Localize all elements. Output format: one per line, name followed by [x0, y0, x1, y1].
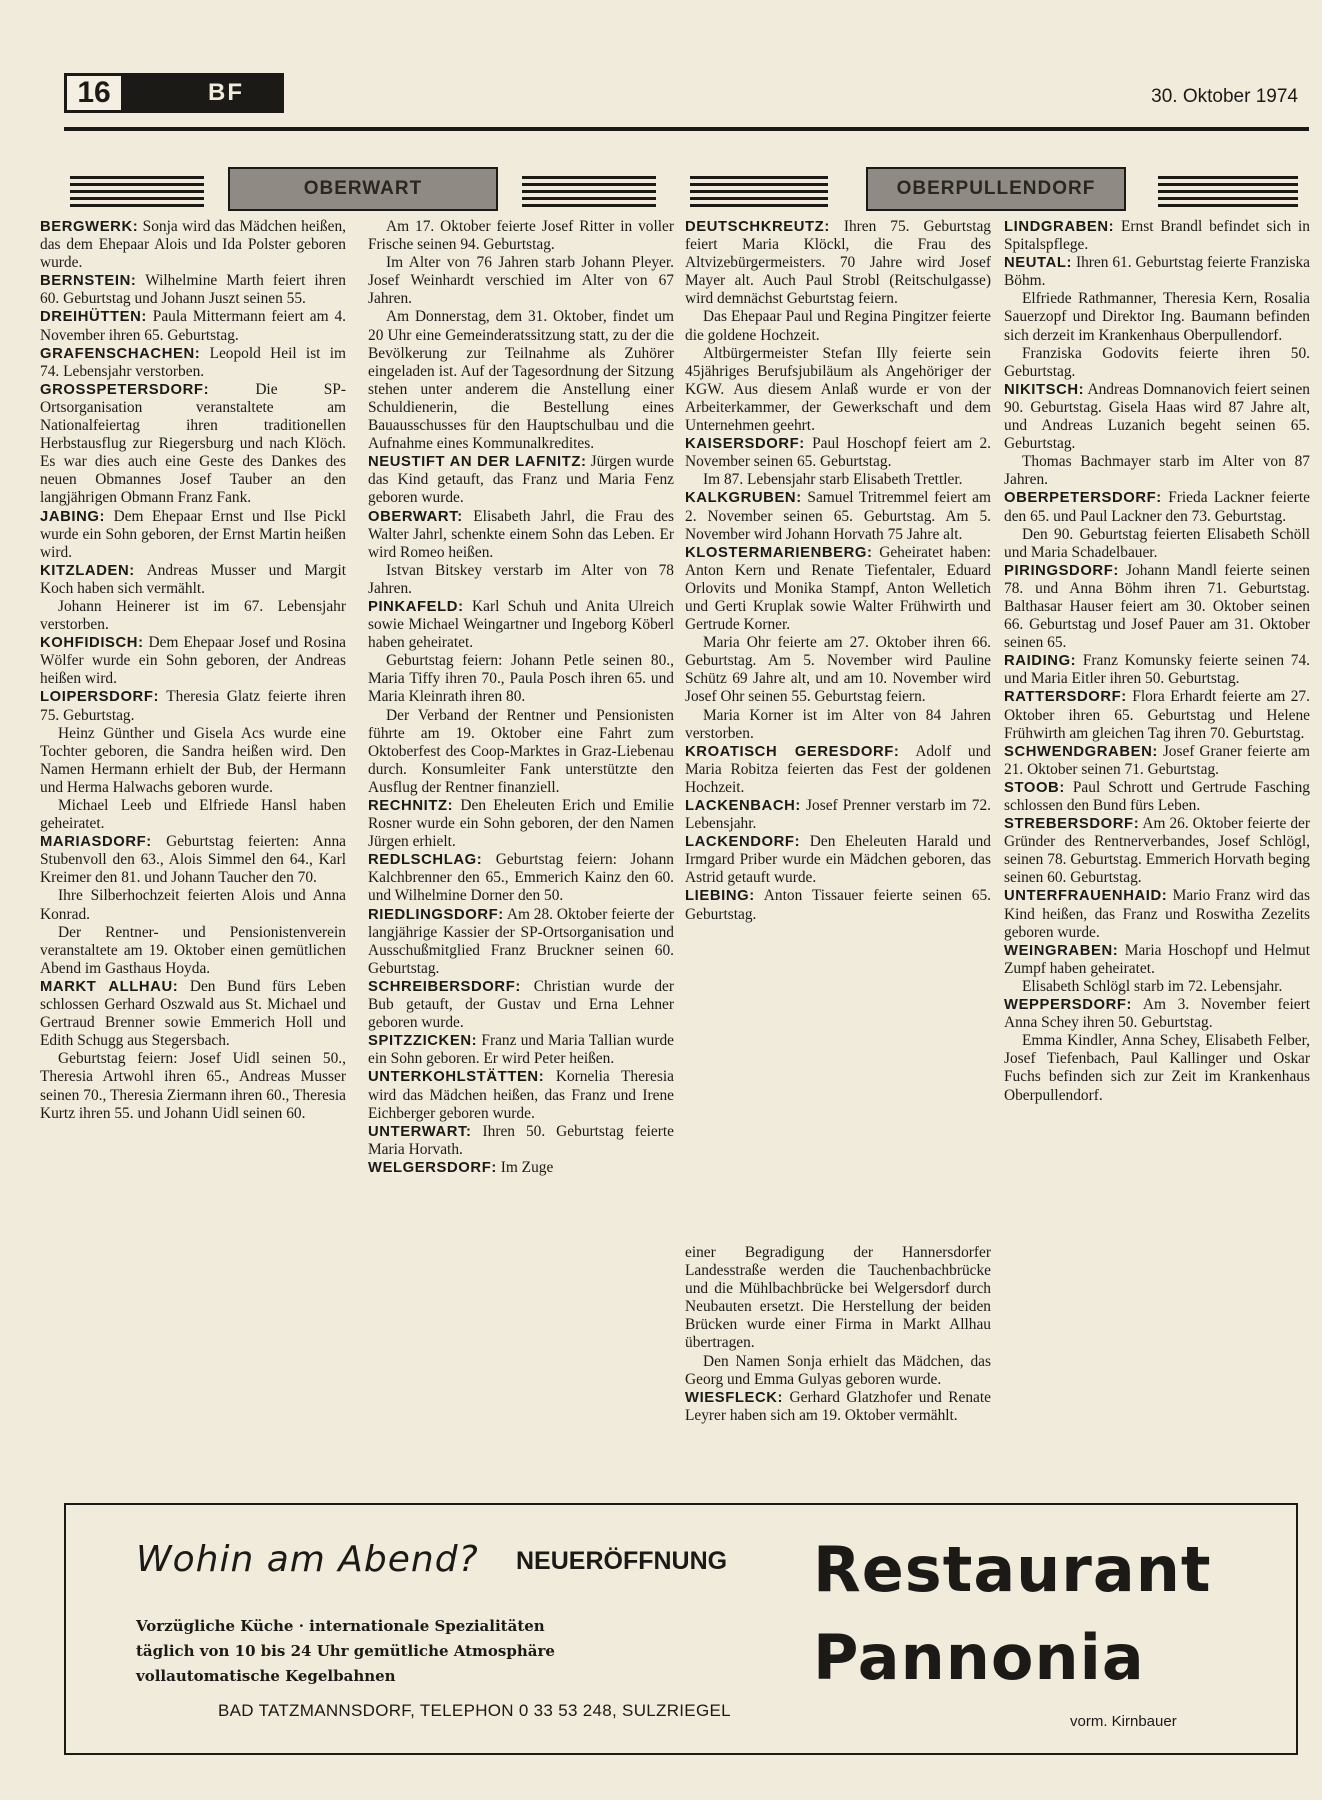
- news-text: Michael Leeb und Elfriede Hansl haben geheiratet.: [40, 797, 346, 833]
- news-text: Geheiratet haben: Anton Kern und Renate Tiefentaler, Eduard Orlovits und Monika Stampf, Anton Welletich und Gerti Kruplak sowie Walter Frühwirth und Gertrude Korner.: [685, 543, 991, 634]
- place-name: KITZLADEN:: [40, 562, 135, 579]
- news-text: Den Eheleuten Harald und Irmgard Priber wurde ein Mädchen geboren, das Astrid getauft wurde.: [685, 833, 991, 887]
- news-text: Den Namen Sonja erhielt das Mädchen, das Georg und Emma Gulyas geboren wurde.: [685, 1352, 991, 1388]
- banner-stripes: [70, 176, 204, 208]
- news-item: [685, 308, 991, 344]
- news-item: [368, 218, 674, 254]
- news-text: Flora Erhardt feierte am 27. Oktober ihren 65. Geburtstag und Helene Frühwirth am gleichen Tag ihren 70. Geburtstag.: [1004, 688, 1310, 742]
- news-text: Johann Heinerer ist im 67. Lebensjahr verstorben.: [40, 597, 346, 634]
- news-item: [40, 833, 346, 887]
- place-name: LINDGRABEN:: [1004, 219, 1115, 235]
- news-text: Heinz Günther und Gisela Acs wurde eine Tochter geboren, die Sandra heißen wird. Den Namen Hermann erhielt der Bub, der Hermann und Herma Halwachs geboren wurde.: [40, 724, 346, 796]
- place-name: KAISERSDORF:: [685, 436, 805, 453]
- place-name: BERNSTEIN:: [40, 273, 137, 290]
- news-item: [1004, 652, 1310, 688]
- place-name: OBERWART:: [368, 508, 463, 525]
- news-item: [1004, 381, 1310, 453]
- place-name: RAIDING:: [1004, 653, 1077, 670]
- place-name: DREIHÜTTEN:: [40, 309, 147, 326]
- header-rule: [64, 127, 1309, 131]
- news-text: Maria Korner ist im Alter von 84 Jahren verstorben.: [685, 706, 991, 742]
- news-text: Christian wurde der Bub getauft, der Gustav und Erna Lehner geboren wurde.: [368, 977, 674, 1032]
- issue-date: 30. Oktober 1974: [1151, 86, 1298, 107]
- news-text: Franz und Maria Tallian wurde ein Sohn geboren. Er wird Peter heißen.: [368, 1032, 674, 1068]
- article-column-3-continuation: [685, 1244, 991, 1425]
- news-text: Ihren 61. Geburtstag feierte Franziska Böhm.: [1004, 254, 1310, 290]
- news-text: Dem Ehepaar Josef und Rosina Wölfer wurde ein Sohn geboren, der Andreas heißen wird.: [40, 634, 346, 688]
- news-text: Paula Mittermann feiert am 4. November ihren 65. Geburtstag.: [40, 308, 346, 344]
- news-item: [368, 598, 674, 652]
- place-name: KROATISCH GERESDORF:: [685, 743, 900, 760]
- place-name: KLOSTERMARIENBERG:: [685, 544, 873, 561]
- news-item: [40, 508, 346, 562]
- news-text: Dem Ehepaar Ernst und Ilse Pickl wurde ein Sohn geboren, der Ernst Martin heißen wird.: [40, 507, 346, 561]
- news-text: Samuel Tritremmel feiert am 2. November seinen 65. Geburtstag. Am 5. November wird Johann Horvath 75 Jahre alt.: [685, 489, 991, 543]
- news-text: Am 3. November feiert Anna Schey ihren 50. Geburtstag.: [1004, 996, 1310, 1032]
- news-item: [40, 797, 346, 833]
- news-text: Die SP-Ortsorganisation veranstaltete am Nationalfeiertag ihren traditionellen Herbstausflug zur Riegersburg und nach Klöch. Es war dies auch eine Geste des Dankes des neuen Obmannes Josef Tauber an den langjährigen Obmann Franz Fank.: [40, 380, 346, 507]
- banner-stripes: [522, 176, 656, 208]
- place-name: JABING:: [40, 508, 106, 525]
- section-title-oberpullendorf: OBERPULLENDORF: [866, 167, 1126, 211]
- news-text: Anton Tissauer feierte seinen 65. Geburtstag.: [685, 887, 991, 923]
- news-item: [40, 218, 346, 272]
- news-text: Kornelia Theresia wird das Mädchen heißen, das Franz und Irene Eichberger geboren wurde.: [368, 1068, 674, 1122]
- place-name: BERGWERK:: [40, 219, 139, 235]
- place-name: MARKT ALLHAU:: [40, 978, 179, 995]
- news-item: [1004, 942, 1310, 978]
- news-item: [40, 381, 346, 508]
- news-text: Emma Kindler, Anna Schey, Elisabeth Felber, Josef Tiefenbach, Paul Kallinger und Oskar Fuchs befinden sich zur Zeit im Krankenhaus Oberpullendorf.: [1004, 1032, 1310, 1104]
- news-item: [368, 851, 674, 905]
- page-number: 16: [64, 73, 124, 113]
- place-name: MARIASDORF:: [40, 834, 152, 851]
- news-text: einer Begradigung der Hannersdorfer Landesstraße werden die Tauchenbachbrücke und die Mühlbachbrücke bei Welgersdorf durch Neubauten ersetzt. Die Herstellung der beiden Brücken wurde einer Firma in Markt Allhau übertragen.: [685, 1244, 991, 1352]
- place-name: GRAFENSCHACHEN:: [40, 345, 201, 362]
- place-name: UNTERFRAUENHAID:: [1004, 888, 1168, 905]
- news-item: [1004, 688, 1310, 742]
- ad-feature-line: täglich von 10 bis 24 Uhr gemütliche Atmosphäre: [136, 1642, 555, 1660]
- place-name: NEUTAL:: [1004, 255, 1073, 272]
- news-text: Den Eheleuten Erich und Emilie Rosner wurde ein Sohn geboren, der den Namen Jürgen erhielt.: [368, 797, 674, 851]
- news-item: [1004, 526, 1310, 562]
- news-item: [685, 218, 991, 308]
- news-item: [368, 1032, 674, 1068]
- article-column-2: [368, 218, 674, 1177]
- place-name: PIRINGSDORF:: [1004, 562, 1119, 579]
- news-text: Den 90. Geburtstag feierten Elisabeth Schöll und Maria Schadelbauer.: [1004, 525, 1310, 561]
- section-title-oberwart: OBERWART: [228, 167, 498, 211]
- news-item: [368, 1068, 674, 1122]
- news-item: [40, 887, 346, 923]
- place-name: RECHNITZ:: [368, 798, 454, 814]
- news-item: [40, 688, 346, 724]
- place-name: NIKITSCH:: [1004, 381, 1085, 398]
- news-text: Im 87. Lebensjahr starb Elisabeth Trettler.: [703, 471, 963, 489]
- news-item: [368, 797, 674, 851]
- place-name: UNTERKOHLSTÄTTEN:: [368, 1069, 545, 1086]
- news-text: Maria Hoschopf und Helmut Zumpf haben geheiratet.: [1004, 941, 1310, 977]
- news-item: [40, 978, 346, 1050]
- news-text: Den Bund fürs Leben schlossen Gerhard Oszwald aus St. Michael und Gertraud Brenner sowie Emmerich Holl und Edith Schugg aus Stegersbach.: [40, 977, 346, 1050]
- news-item: [685, 1244, 991, 1353]
- news-text: Das Ehepaar Paul und Regina Pingitzer feierte die goldene Hochzeit.: [685, 308, 991, 344]
- ad-restaurant-name-1: Restaurant: [813, 1533, 1212, 1606]
- news-item: [1004, 1032, 1310, 1104]
- news-item: [368, 906, 674, 978]
- banner-stripes: [690, 176, 828, 208]
- news-text: Paul Schrott und Gertrude Fasching schlossen den Bund fürs Leben.: [1004, 778, 1310, 814]
- place-name: PINKAFELD:: [368, 598, 464, 615]
- news-item: [1004, 254, 1310, 290]
- news-item: [40, 1050, 346, 1122]
- news-text: Am 17. Oktober feierte Josef Ritter in voller Frische seinen 94. Geburtstag.: [368, 218, 674, 254]
- place-name: LACKENDORF:: [685, 834, 801, 851]
- article-column-3: [685, 218, 991, 924]
- ad-former-owner: vorm. Kirnbauer: [1070, 1713, 1177, 1730]
- news-text: Leopold Heil ist im 74. Lebensjahr verstorben.: [40, 344, 346, 380]
- ad-slogan: Wohin am Abend?: [136, 1539, 479, 1580]
- news-item: [1004, 345, 1310, 381]
- news-text: Geburtstag feiern: Johann Petle seinen 80., Maria Tiffy ihren 70., Paula Posch ihren 65. und Maria Kleinrath ihren 80.: [368, 652, 674, 706]
- news-item: [368, 1123, 674, 1159]
- place-name: REDLSCHLAG:: [368, 852, 483, 869]
- news-text: Am 26. Oktober feierte der Gründer des Rentnerverbandes, Josef Schlögl, seinen 78. Geburtstag. Emmerich Horvath beging seinen 60. Geburtstag.: [1004, 815, 1310, 887]
- news-text: Am Donnerstag, dem 31. Oktober, findet um 20 Uhr eine Gemeinderatssitzung statt, zu der die Bevölkerung zur Teilnahme als Zuhörer eingeladen ist. Auf der Tagesordnung der Sitzung stehen unter anderem die Anstellung einer Schuldienerin, die Bestellung eines Bauausschusses für den Hauptschulbau und die Aufnahme eines Kommunalkredites.: [368, 308, 674, 453]
- news-text: Der Verband der Rentner und Pensionisten führte am 19. Oktober eine Fahrt zum Oktoberfest des Coop-Marktes in Graz-Liebenau durch. Konsumleiter Fank unterstützte den Ausflug der Rentner finanziell.: [368, 706, 674, 796]
- news-text: Paul Hoschopf feiert am 2. November seinen 65. Geburtstag.: [685, 435, 991, 471]
- news-item: [1004, 887, 1310, 941]
- news-item: [1004, 453, 1310, 489]
- news-item: [685, 833, 991, 887]
- news-text: Im Alter von 76 Jahren starb Johann Pleyer. Josef Weinhardt verschied im Alter von 67 Jahren.: [368, 254, 674, 308]
- place-name: SCHREIBERSDORF:: [368, 978, 521, 995]
- place-name: WEINGRABEN:: [1004, 942, 1119, 959]
- news-text: Ihre Silberhochzeit feierten Alois und Anna Konrad.: [40, 887, 346, 923]
- news-text: Thomas Bachmayer starb im Alter von 87 Jahren.: [1004, 453, 1310, 489]
- news-item: [685, 707, 991, 743]
- news-item: [1004, 815, 1310, 887]
- place-name: NEUSTIFT AN DER LAFNITZ:: [368, 454, 587, 471]
- place-name: LIEBING:: [685, 888, 755, 905]
- news-item: [368, 308, 674, 453]
- article-column-1: [40, 218, 346, 1123]
- news-text: Franziska Godovits feierte ihren 50. Geburtstag.: [1004, 344, 1310, 380]
- place-name: WEPPERSDORF:: [1004, 997, 1133, 1014]
- news-text: Ihren 75. Geburtstag feiert Maria Klöckl, die Frau des Altvizebürgermeisters. 70 Jahre wird Josef Mayer alt. Auch Paul Strobl (Reitschulgasse) wird demnächst Geburtstag feiern.: [685, 218, 991, 308]
- news-text: Am 28. Oktober feierte der langjährige Kassier der SP-Ortsorganisation und Ausschußmitglied Franz Bruckner seinen 60. Geburtstag.: [368, 905, 674, 977]
- news-item: [40, 308, 346, 344]
- place-name: SPITZZICKEN:: [368, 1033, 478, 1050]
- news-item: [40, 345, 346, 381]
- ad-feature-line: vollautomatische Kegelbahnen: [136, 1667, 396, 1685]
- news-text: Geburtstag feiern: Josef Uidl seinen 50., Theresia Artwohl ihren 65., Andreas Musser seinen 70., Theresia Ziermann ihren 60., Theresia Kurtz ihren 55. und Johann Uidl seinen 60.: [40, 1050, 346, 1122]
- news-text: Josef Graner feierte am 21. Oktober seinen 71. Geburtstag.: [1004, 742, 1310, 778]
- news-text: Elisabeth Jahrl, die Frau des Walter Jahrl, schenkte einem Sohn das Leben. Er wird Romeo heißen.: [368, 507, 674, 561]
- news-item: [368, 652, 674, 706]
- place-name: STOOB:: [1004, 779, 1065, 796]
- news-item: [40, 725, 346, 797]
- place-name: LOIPERSDORF:: [40, 689, 160, 706]
- news-item: [368, 978, 674, 1032]
- news-text: Frieda Lackner feierte den 65. und Paul Lackner den 73. Geburtstag.: [1004, 489, 1310, 525]
- news-item: [368, 562, 674, 598]
- news-item: [368, 1159, 674, 1177]
- news-item: [1004, 218, 1310, 254]
- ad-restaurant-name-2: Pannonia: [813, 1621, 1145, 1694]
- place-name: WIESFLECK:: [685, 1389, 784, 1406]
- news-item: [1004, 290, 1310, 344]
- news-text: Maria Ohr feierte am 27. Oktober ihren 66. Geburtstag. Am 5. November wird Pauline Schütz 69 Jahre alt, und am 10. November wird Josef Ohr seinen 55. Geburtstag feiern.: [685, 634, 991, 706]
- ad-feature-line: Vorzügliche Küche · internationale Spezialitäten: [136, 1617, 545, 1635]
- news-item: [685, 471, 991, 489]
- news-text: Mario Franz wird das Kind heißen, das Franz und Roswitha Zezelits geboren wurde.: [1004, 887, 1310, 941]
- news-item: [40, 272, 346, 308]
- news-item: [1004, 996, 1310, 1032]
- news-item: [685, 634, 991, 706]
- news-item: [368, 254, 674, 308]
- news-item: [685, 743, 991, 797]
- news-item: [685, 345, 991, 435]
- news-item: [685, 1389, 991, 1425]
- news-text: Franz Komunsky feierte seinen 74. und Maria Eitler ihren 50. Geburtstag.: [1004, 652, 1310, 688]
- news-text: Geburtstag feierten: Anna Stubenvoll den 63., Alois Simmel den 64., Karl Kreimer den 81. und Johann Taucher den 70.: [40, 833, 346, 887]
- news-item: [1004, 978, 1310, 996]
- news-text: Gerhard Glatzhofer und Renate Leyrer haben sich am 19. Oktober vermählt.: [685, 1388, 991, 1424]
- news-text: Geburtstag feiern: Johann Kalchbrenner den 65., Emmerich Kainz den 60. und Wilhelmine Dorner den 50.: [368, 851, 674, 905]
- news-text: Ihren 50. Geburtstag feierte Maria Horvath.: [368, 1122, 674, 1158]
- news-text: Altbürgermeister Stefan Illy feierte sein 45jähriges Berufsjubiläum als Angehöriger der KGW. Aus diesem Anlaß wurde er von der Arbeiterkammer, der Gewerkschaft und dem Unternehmen geehrt.: [685, 344, 991, 435]
- news-item: [685, 1353, 991, 1389]
- news-text: Andreas Domnanovich feiert seinen 90. Geburtstag. Gisela Haas wird 87 Jahre alt, und Andreas Luzanich begeht seinen 65. Geburtstag.: [1004, 380, 1310, 453]
- news-item: [40, 562, 346, 598]
- news-item: [1004, 489, 1310, 525]
- place-name: STREBERSDORF:: [1004, 816, 1140, 833]
- place-name: KOHFIDISCH:: [40, 635, 144, 652]
- news-text: Wilhelmine Marth feiert ihren 60. Geburtstag und Johann Juszt seinen 55.: [40, 272, 346, 308]
- place-name: KALKGRUBEN:: [685, 490, 802, 507]
- news-text: Elisabeth Schlögl starb im 72. Lebensjahr.: [1022, 977, 1283, 995]
- news-text: Der Rentner- und Pensionistenverein veranstaltete am 19. Oktober einen gemütlichen Abend im Gasthaus Hoyda.: [40, 923, 346, 977]
- publication-name: BF: [124, 73, 284, 113]
- news-item: [685, 544, 991, 634]
- news-text: Josef Prenner verstarb im 72. Lebensjahr.: [685, 797, 991, 833]
- place-name: LACKENBACH:: [685, 798, 801, 814]
- news-text: Karl Schuh und Anita Ulreich sowie Michael Weingartner und Ingeborg Köberl haben geheiratet.: [368, 597, 674, 652]
- news-item: [368, 453, 674, 507]
- restaurant-advertisement: [64, 1503, 1298, 1755]
- place-name: UNTERWART:: [368, 1123, 472, 1140]
- place-name: GROSSPETERSDORF:: [40, 381, 210, 398]
- place-name: OBERPETERSDORF:: [1004, 490, 1162, 507]
- ad-badge: NEUERÖFFNUNG: [516, 1547, 728, 1575]
- news-item: [40, 634, 346, 688]
- article-column-4: [1004, 218, 1310, 1105]
- news-text: Sonja wird das Mädchen heißen, das dem Ehepaar Alois und Ida Polster geboren wurde.: [40, 218, 346, 272]
- place-name: RATTERSDORF:: [1004, 689, 1127, 706]
- news-item: [1004, 562, 1310, 652]
- place-name: DEUTSCHKREUTZ:: [685, 219, 830, 235]
- news-text: Theresia Glatz feierte ihren 75. Geburtstag.: [40, 688, 346, 724]
- news-item: [685, 435, 991, 471]
- news-item: [685, 797, 991, 833]
- news-text: Jürgen wurde das Kind getauft, das Franz und Maria Fenz geboren wurde.: [368, 453, 674, 507]
- news-item: [685, 489, 991, 543]
- place-name: SCHWENDGRABEN:: [1004, 743, 1158, 760]
- news-item: [368, 707, 674, 797]
- news-item: [40, 598, 346, 634]
- news-text: Andreas Musser und Margit Koch haben sich vermählt.: [40, 561, 346, 597]
- news-text: Adolf und Maria Robitza feierten das Fest der goldenen Hochzeit.: [685, 742, 991, 796]
- news-text: Ernst Brandl befindet sich in Spitalspflege.: [1004, 218, 1310, 254]
- news-item: [40, 924, 346, 978]
- news-text: Istvan Bitskey verstarb im Alter von 78 Jahren.: [368, 561, 674, 597]
- news-item: [1004, 779, 1310, 815]
- news-item: [1004, 743, 1310, 779]
- news-text: Elfriede Rathmanner, Theresia Kern, Rosalia Sauerzopf und Direktor Ing. Baumann befinden sich derzeit im Krankenhaus Oberpullendorf.: [1004, 290, 1310, 344]
- news-item: [368, 508, 674, 562]
- place-name: RIEDLINGSDORF:: [368, 906, 504, 923]
- news-text: Im Zuge: [500, 1158, 554, 1176]
- news-item: [685, 887, 991, 923]
- place-name: WELGERSDORF:: [368, 1159, 497, 1176]
- news-text: Johann Mandl feierte seinen 78. und Anna Böhm ihren 71. Geburtstag. Balthasar Hauser feiert am 30. Oktober seinen 66. Geburtstag und Josef Pauer am 31. Oktober seinen 65.: [1004, 561, 1310, 652]
- ad-address: BAD TATZMANNSDORF, TELEPHON 0 33 53 248, SULZRIEGEL: [218, 1701, 731, 1720]
- banner-stripes: [1158, 176, 1298, 208]
